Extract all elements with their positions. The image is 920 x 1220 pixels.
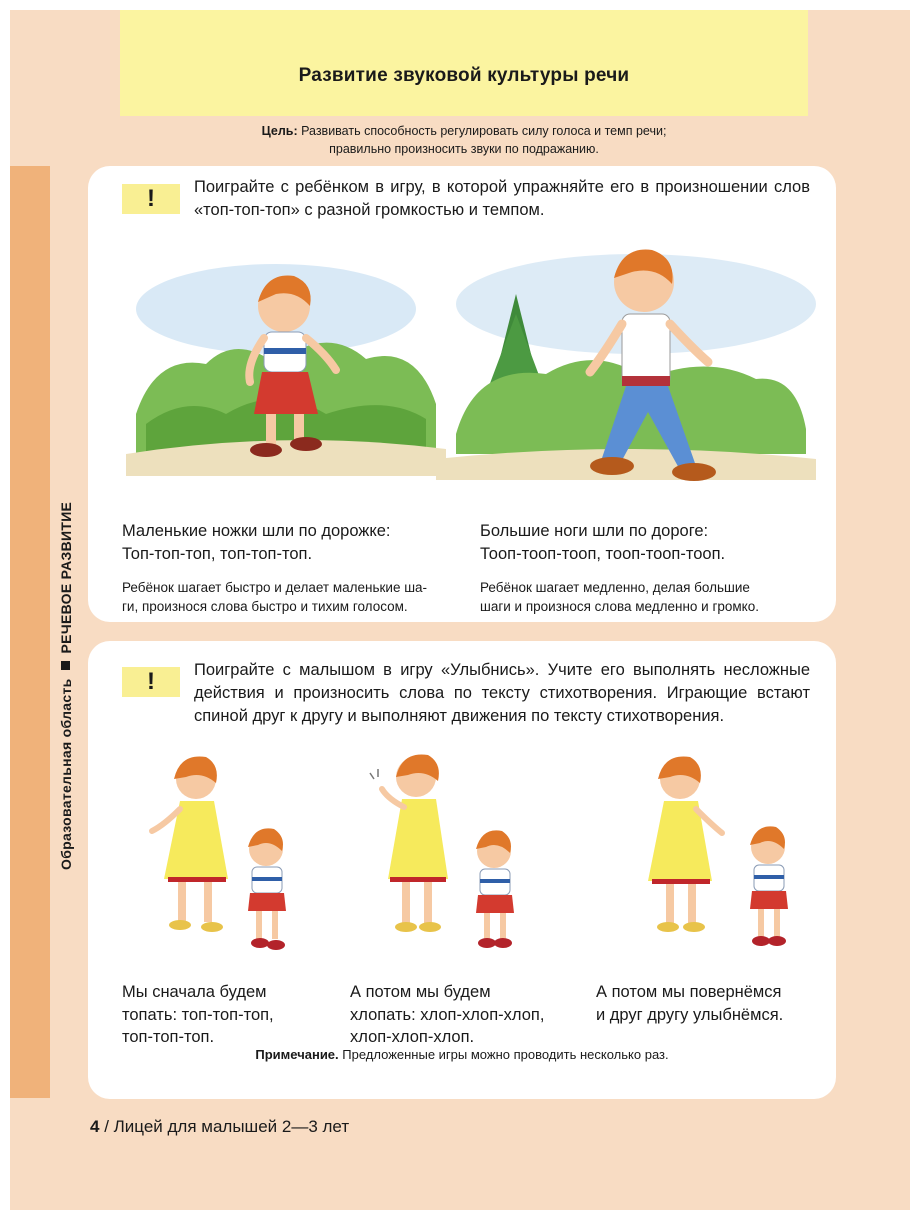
mother-child-clapping-illustration — [368, 749, 558, 969]
activity-1-intro: Поиграйте с ребёнком в игру, в которой упражняйте его в произношении слов «топ-топ-топ» с разной громкостью и темпом. — [194, 178, 810, 219]
side-strip — [10, 166, 50, 1098]
exclamation-icon: ! — [122, 184, 180, 214]
square-bullet-icon — [61, 661, 70, 670]
goal-label: Цель: — [261, 124, 298, 138]
note-small-steps: Ребёнок шагает быстро и делает маленькие ша- ги, произнося слова быстро и тихим голосом. — [122, 580, 428, 614]
footer-separator: / — [99, 1117, 114, 1136]
book-title: Лицей для малышей 2—3 лет — [113, 1117, 350, 1136]
remark-text: Предложенные игры можно проводить несколько раз. — [342, 1047, 669, 1062]
page-number: 4 — [90, 1117, 100, 1136]
remark — [88, 1047, 836, 1062]
activity-card-1 — [88, 166, 836, 622]
side-label — [58, 502, 74, 870]
big-boy-walking-illustration — [436, 244, 816, 494]
side-label-section: РЕЧЕВОЕ РАЗВИТИЕ — [58, 501, 74, 654]
small-boy-walking-illustration — [126, 254, 446, 484]
exclamation-icon: ! — [122, 667, 180, 697]
activity-2-intro: Поиграйте с малышом в игру «Улыбнись». Учите его выполнять несложные действия и произносить слова по тексту стихотворения. Играющие встают спиной друг к другу и выполняют движения по тексту стихотворения. — [194, 661, 810, 725]
remark-label: Примечание. — [255, 1047, 339, 1062]
mother-child-smiling-illustration — [618, 749, 818, 969]
side-label-area: Образовательная область — [58, 678, 74, 870]
caption-stomping: Мы сначала будем топать: топ-топ-топ, топ-топ-топ. — [122, 983, 274, 1046]
goal-text — [120, 122, 808, 158]
caption-smiling: А потом мы повернёмся и друг другу улыбнёмся. — [596, 983, 784, 1024]
verse-small-steps: Маленькие ножки шли по дорожке: Топ-топ-топ, топ-топ-топ. — [122, 522, 391, 563]
page-title: Развитие звуковой культуры речи — [298, 65, 630, 86]
title-band — [120, 10, 808, 116]
page-footer — [90, 1117, 349, 1137]
page — [10, 10, 910, 1210]
note-big-steps: Ребёнок шагает медленно, делая большие шаги и произнося слова медленно и громко. — [480, 580, 759, 614]
goal-line2: правильно произносить звуки по подражанию. — [329, 142, 599, 156]
goal-line1: Развивать способность регулировать силу голоса и темп речи; — [301, 124, 667, 138]
verse-big-steps: Большие ноги шли по дороге: Тооп-тооп-тооп, тооп-тооп-тооп. — [480, 522, 726, 563]
mother-child-stomping-illustration — [136, 749, 336, 969]
activity-card-2 — [88, 641, 836, 1099]
caption-clapping: А потом мы будем хлопать: хлоп-хлоп-хлоп, хлоп-хлоп-хлоп. — [350, 983, 545, 1046]
